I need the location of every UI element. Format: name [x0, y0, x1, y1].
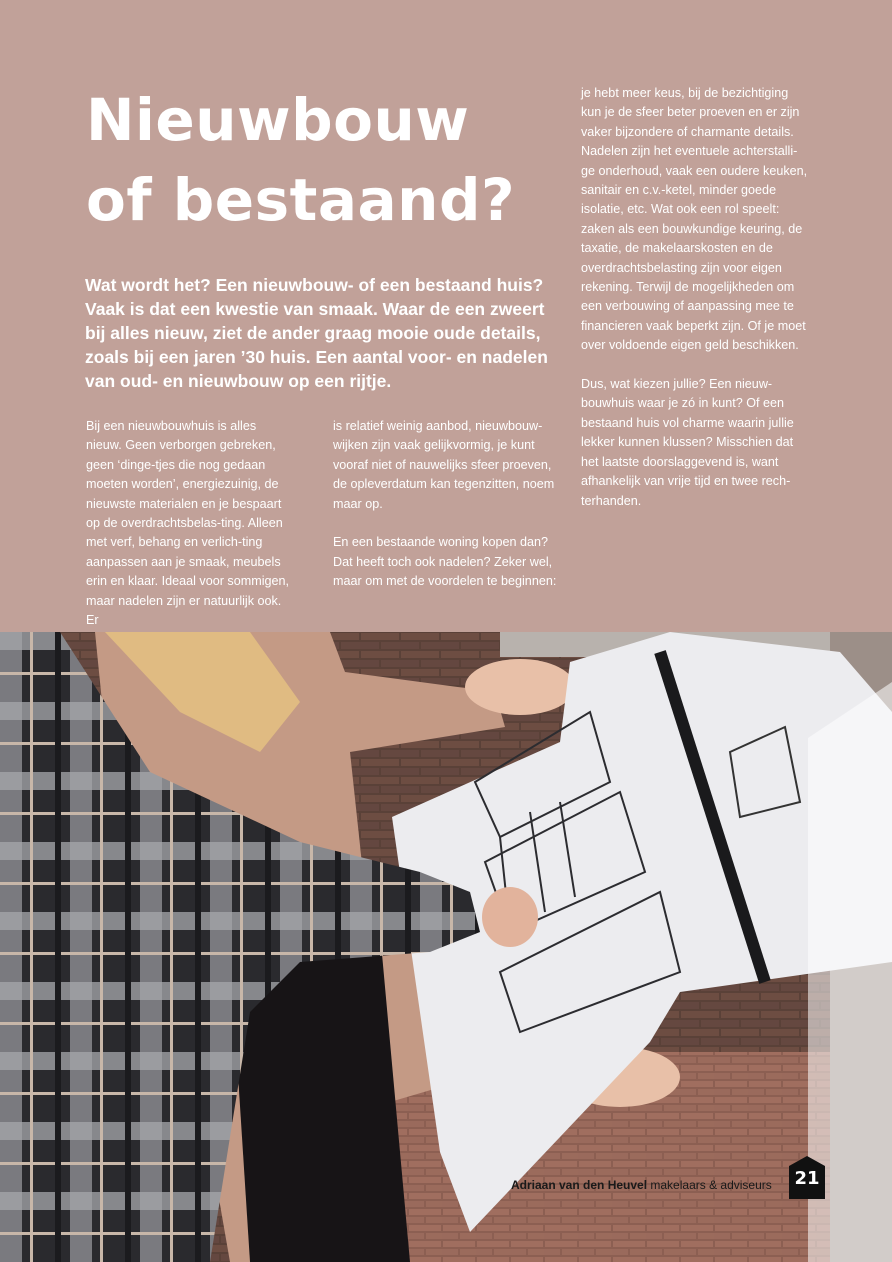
- body-column-2: [333, 417, 565, 611]
- col3-paragraph-1: je hebt meer keus, bij de bezichtiging kun je de sfeer beter proeven en er zijn vaker bijzondere of charmante details. Nadelen zijn het eventuele achterstalli-ge onderhoud, vaak een oudere keuken, sanitair en c.v.-ketel, minder goede isolatie, etc. Wat ook een rol speelt: zaken als een bouwkundige keuring, de taxatie, de makelaarskosten en de overdrachtsbelasting zijn voor eigen rekening. Terwijl de mogelijkheden om een verbouwing of aanpassing mee te financieren vaak beperkt zijn. Of je moet over voldoende eigen geld beschikken.: [581, 86, 808, 353]
- col3-paragraph-2: Dus, wat kiezen jullie? Een nieuw-bouwhuis waar je zó in kunt? Of een bestaand huis vol charme waarin jullie lekker kunnen klussen? Misschien dat het laatste doorslaggevend is, want afhankelijk van vrije tijd en twee rech-terhanden.: [581, 377, 794, 508]
- col2-paragraph-2: En een bestaande woning kopen dan? Dat heeft toch ook nadelen? Zeker wel, maar om met de voordelen te beginnen:: [333, 535, 557, 589]
- article-title: [86, 80, 515, 240]
- publisher-name: Adriaan van den Heuvel: [511, 1178, 648, 1192]
- photo-two-women-reading-floor-plan: [0, 632, 892, 1262]
- lead-paragraph: Wat wordt het? Een nieuwbouw- of een bestaand huis? Vaak is dat een kwestie van smaak. Waar de een zweert bij alles nieuw, ziet de ander graag mooie oude details, zoals bij een jaren ’30 huis. Een aantal voor- en nadelen van oud- en nieuwbouw op een rijtje.: [85, 275, 548, 391]
- col2-paragraph-1: is relatief weinig aanbod, nieuwbouw-wijken zijn vaak gelijkvormig, je kunt vooraf niet of nauwelijks sfeer proeven, de opleverdatum kan tegenzitten, noem maar op.: [333, 419, 555, 511]
- photo-illustration: [0, 632, 892, 1262]
- body-column-1: [86, 417, 292, 650]
- col1-paragraph-1: Bij een nieuwbouwhuis is alles nieuw. Geen verborgen gebreken, geen ‘dinge-tjes die nog gedaan moeten worden’, energiezuinig, de nieuwste materialen en je bespaart op de overdrachtsbelas-ting. Alleen met verf, behang en verlich-ting aanpassen aan je smaak, meubels erin en klaar. Ideaal voor sommigen, maar nadelen zijn er natuurlijk ook. Er: [86, 419, 290, 628]
- body-column-3: [581, 84, 811, 530]
- title-line-1: Nieuwbouw: [86, 86, 470, 154]
- publisher-tagline: makelaars & adviseurs: [647, 1178, 772, 1192]
- title-line-2: of bestaand?: [86, 166, 516, 234]
- page-number: 21: [794, 1168, 820, 1189]
- publisher-footer: [511, 1178, 772, 1192]
